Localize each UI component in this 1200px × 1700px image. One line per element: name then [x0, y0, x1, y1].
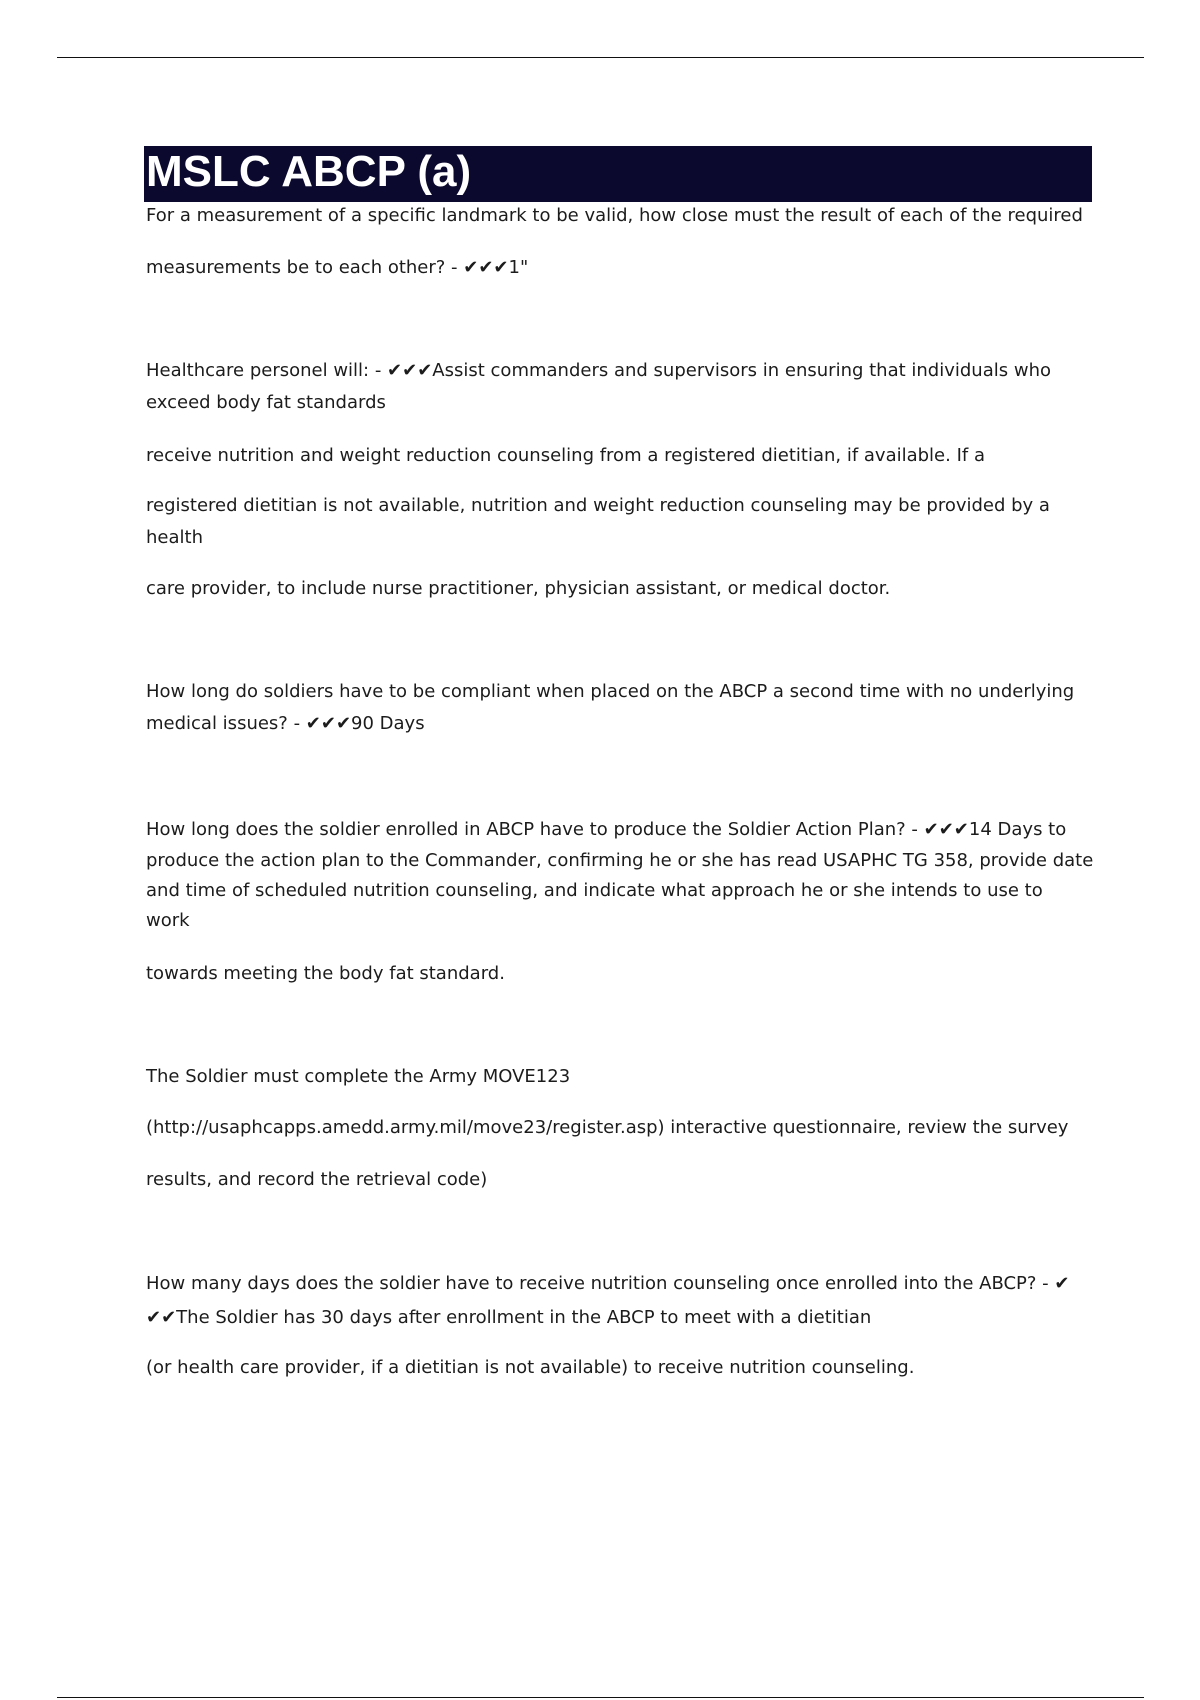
- text-line: ✔✔The Soldier has 30 days after enrollment in the ABCP to meet with a dietitian: [146, 1307, 872, 1328]
- text-line: measurements be to each other? - ✔✔✔1": [146, 257, 529, 278]
- text-line: For a measurement of a specific landmark to be valid, how close must the result of each of the required: [146, 205, 1083, 226]
- text-line: How long does the soldier enrolled in ABCP have to produce the Soldier Action Plan? - ✔✔✔14 Days to: [146, 819, 1067, 840]
- text-line: Healthcare personel will: - ✔✔✔Assist commanders and supervisors in ensuring that individuals who: [146, 360, 1051, 381]
- text-line: The Soldier must complete the Army MOVE123: [146, 1066, 571, 1087]
- text-line: registered dietitian is not available, nutrition and weight reduction counseling may be provided by a: [146, 495, 1050, 516]
- text-line: health: [146, 527, 203, 548]
- text-line: receive nutrition and weight reduction counseling from a registered dietitian, if available. If a: [146, 445, 985, 466]
- text-line: (http://usaphcapps.amedd.army.mil/move23/register.asp) interactive questionnaire, review the survey: [146, 1117, 1069, 1138]
- text-line: How long do soldiers have to be compliant when placed on the ABCP a second time with no underlying: [146, 681, 1075, 702]
- bottom-rule: [57, 1697, 1144, 1698]
- text-line: exceed body fat standards: [146, 392, 386, 413]
- text-line: towards meeting the body fat standard.: [146, 963, 505, 984]
- text-line: produce the action plan to the Commander, confirming he or she has read USAPHC TG 358, provide date: [146, 850, 1094, 871]
- document-title: MSLC ABCP (a): [146, 147, 472, 196]
- text-line: work: [146, 910, 190, 931]
- text-line: (or health care provider, if a dietitian is not available) to receive nutrition counseling.: [146, 1357, 915, 1378]
- top-rule: [57, 57, 1144, 58]
- text-line: medical issues? - ✔✔✔90 Days: [146, 713, 425, 734]
- text-line: and time of scheduled nutrition counseling, and indicate what approach he or she intends to use to: [146, 880, 1043, 901]
- text-line: care provider, to include nurse practitioner, physician assistant, or medical doctor.: [146, 578, 891, 599]
- text-line: results, and record the retrieval code): [146, 1169, 488, 1190]
- text-line: How many days does the soldier have to receive nutrition counseling once enrolled into the ABCP? - ✔: [146, 1273, 1070, 1294]
